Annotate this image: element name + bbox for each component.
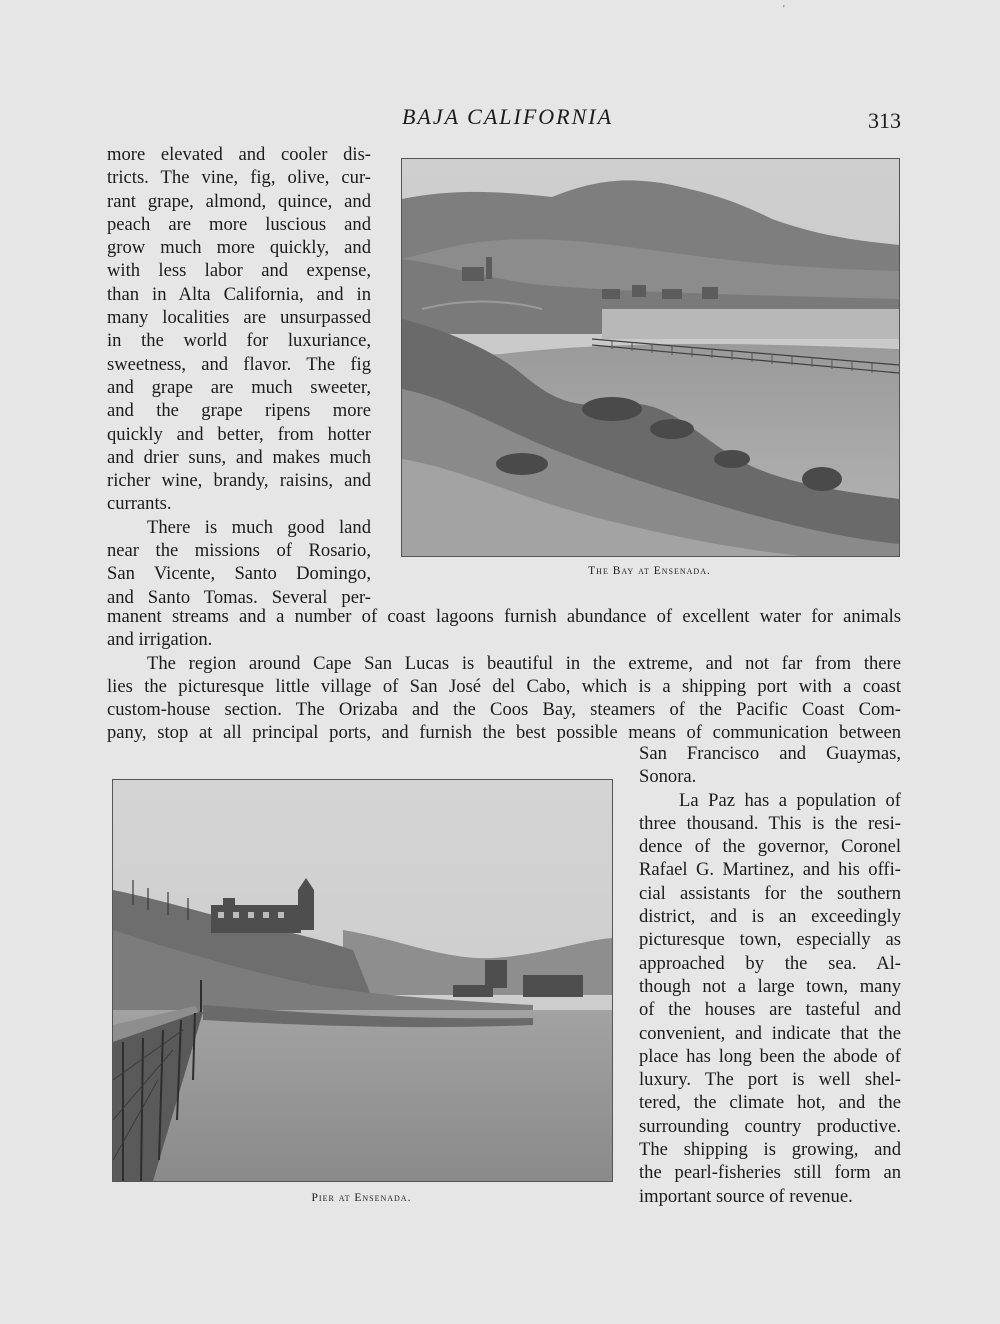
text-line: There is much good land: [147, 516, 371, 538]
narrow-column-text: [107, 143, 371, 609]
text-line: though not a large town, many: [639, 975, 901, 997]
text-line: near the missions of Rosario,: [107, 540, 371, 562]
text-line: more elevated and cooler dis-: [107, 144, 371, 165]
text-line: The shipping is growing, and: [639, 1139, 901, 1161]
text-line: sweetness, and flavor. The fig: [107, 353, 371, 375]
text-line: richer wine, brandy, raisins, and: [107, 470, 371, 492]
text-line: luxury. The port is well shel-: [639, 1069, 901, 1091]
full-width-text: [107, 605, 901, 745]
text-line: tered, the climate hot, and the: [639, 1092, 901, 1114]
text-line: and irrigation.: [107, 629, 213, 651]
bay-photograph: [401, 158, 900, 557]
text-line: currants.: [107, 493, 172, 515]
text-line: cial assistants for the southern: [639, 882, 901, 904]
text-line: and Santo Tomas. Several per-: [107, 586, 371, 608]
text-line: rant grape, almond, quince, and: [107, 190, 371, 212]
text-line: important source of revenue.: [639, 1185, 853, 1207]
running-title: BAJA CALIFORNIA: [401, 104, 614, 129]
text-line: the pearl-fisheries still form an: [639, 1162, 901, 1184]
right-column-text: [639, 742, 901, 1208]
text-line: San Vicente, Santo Domingo,: [107, 563, 371, 585]
text-line: many localities are unsurpassed: [107, 307, 371, 329]
bay-illustration: [402, 159, 899, 556]
text-line: dence of the governor, Coronel: [639, 836, 901, 858]
text-line: Sonora.: [639, 766, 697, 788]
text-line: grow much more quickly, and: [107, 237, 371, 259]
text-line: three thousand. This is the resi-: [639, 812, 901, 834]
text-line: place has long been the abode of: [639, 1045, 901, 1067]
text-line: and grape are much sweeter,: [107, 376, 371, 398]
pier-illustration: [113, 780, 612, 1181]
text-line: Rafael G. Martinez, and his offi-: [639, 859, 901, 881]
text-line: tricts. The vine, fig, olive, cur-: [107, 167, 371, 189]
text-line: and the grape ripens more: [107, 400, 371, 422]
text-line: peach are more luscious and: [107, 213, 371, 235]
pier-caption: Pier at Ensenada.: [311, 1192, 412, 1204]
text-line: than in Alta California, and in: [107, 283, 371, 305]
text-line: of the houses are tasteful and: [639, 999, 901, 1021]
text-line: picturesque town, especially as: [639, 929, 901, 951]
text-line: La Paz has a population of: [679, 789, 901, 811]
page-speck: ': [783, 4, 785, 15]
text-line: San Francisco and Guaymas,: [639, 743, 901, 764]
text-line: surrounding country productive.: [639, 1115, 901, 1137]
text-line: custom-house section. The Orizaba and the Coos Bay, steamers of the Pacific Coast Com-: [107, 699, 901, 721]
text-line: in the world for luxuriance,: [107, 330, 371, 352]
text-line: pany, stop at all principal ports, and furnish the best possible means of communication between: [107, 722, 901, 744]
text-line: lies the picturesque little village of San José del Cabo, which is a shipping port with a coast: [107, 675, 901, 697]
text-line: with less labor and expense,: [107, 260, 371, 282]
text-line: approached by the sea. Al-: [639, 952, 901, 974]
text-line: The region around Cape San Lucas is beautiful in the extreme, and not far from there: [147, 652, 901, 674]
text-line: and drier suns, and makes much: [107, 446, 371, 468]
text-line: manent streams and a number of coast lagoons furnish abundance of excellent water for animals: [107, 606, 901, 627]
text-line: convenient, and indicate that the: [639, 1022, 901, 1044]
bay-caption: The Bay at Ensenada.: [588, 565, 711, 577]
text-line: quickly and better, from hotter: [107, 423, 371, 445]
page-number: 313: [868, 108, 901, 133]
text-line: district, and is an exceedingly: [639, 906, 901, 928]
pier-photograph: [112, 779, 613, 1182]
